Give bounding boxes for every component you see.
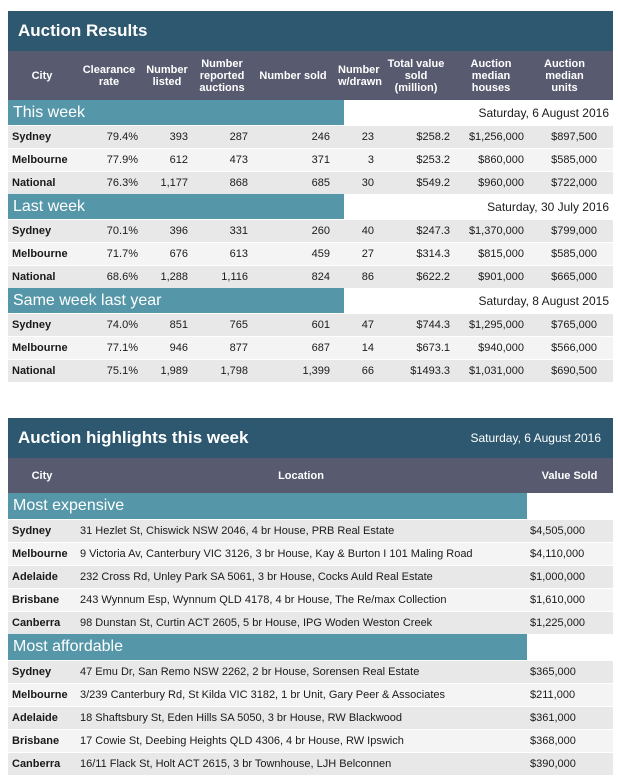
cell-reported-auctions: 473 xyxy=(229,154,248,166)
cell-value-sold: $1,225,000 xyxy=(530,617,586,629)
cell-median-units: $690,500 xyxy=(551,365,597,377)
cell-median-units: $897,500 xyxy=(551,131,597,143)
cell-reported-auctions: 331 xyxy=(229,225,248,237)
cell-location: 18 Shaftsbury St, Eden Hills SA 5050, 3 br House, RW Blackwood xyxy=(80,712,403,724)
table-row xyxy=(8,660,613,683)
cell-median-houses: $1,031,000 xyxy=(468,365,524,377)
table-row xyxy=(8,611,613,634)
cell-median-units: $585,000 xyxy=(551,248,597,260)
cell-number-sold: 371 xyxy=(311,154,330,166)
cell-median-units: $566,000 xyxy=(551,342,597,354)
cell-number-withdrawn: 14 xyxy=(361,342,374,354)
cell-city: Sydney xyxy=(12,225,52,237)
table-row xyxy=(8,706,613,729)
cell-city: Sydney xyxy=(12,319,52,331)
section-date: Saturday, 30 July 2016 xyxy=(344,194,613,219)
cell-location: 47 Emu Dr, San Remo NSW 2262, 2 br House, Sorensen Real Estate xyxy=(80,666,420,678)
cell-location: 232 Cross Rd, Unley Park SA 5061, 3 br House, Cocks Auld Real Estate xyxy=(80,571,433,583)
cell-clearance-rate: 77.1% xyxy=(106,342,138,354)
cell-clearance-rate: 71.7% xyxy=(106,248,138,260)
cell-city: Melbourne xyxy=(12,342,68,354)
cell-total-value: $253.2 xyxy=(416,154,450,166)
table-row xyxy=(8,125,613,148)
table-row xyxy=(8,171,613,194)
cell-location: 3/239 Canterbury Rd, St Kilda VIC 3182, 1 br Unit, Gary Peer & Associates xyxy=(80,689,446,701)
cell-clearance-rate: 68.6% xyxy=(106,271,138,283)
cell-city: National xyxy=(12,365,56,377)
header-city: City xyxy=(31,469,53,482)
cell-value-sold: $368,000 xyxy=(530,735,576,747)
cell-location: 31 Hezlet St, Chiswick NSW 2046, 4 br House, PRB Real Estate xyxy=(80,525,395,537)
header-total-value: Total value sold (million) xyxy=(387,57,445,94)
table-row xyxy=(8,588,613,611)
cell-city: Melbourne xyxy=(12,689,68,701)
cell-median-units: $765,000 xyxy=(551,319,597,331)
cell-number-listed: 1,989 xyxy=(160,365,188,377)
section-label: Most expensive xyxy=(8,493,527,519)
cell-reported-auctions: 765 xyxy=(229,319,248,331)
cell-total-value: $258.2 xyxy=(416,131,450,143)
table-row xyxy=(8,565,613,588)
table-row xyxy=(8,148,613,171)
header-clearance-rate: Clearance rate xyxy=(82,63,136,88)
cell-number-sold: 1,399 xyxy=(302,365,330,377)
highlights-title-bar xyxy=(8,418,613,458)
cell-number-sold: 246 xyxy=(311,131,330,143)
section-label: Same week last year xyxy=(8,288,344,313)
cell-clearance-rate: 77.9% xyxy=(106,154,138,166)
cell-value-sold: $1,000,000 xyxy=(530,571,586,583)
table-row xyxy=(8,359,613,382)
auction-results-title-bar xyxy=(8,11,613,51)
cell-value-sold: $390,000 xyxy=(530,758,576,770)
cell-location: 243 Wynnum Esp, Wynnum QLD 4178, 4 br House, The Re/max Collection xyxy=(80,594,447,606)
table-row xyxy=(8,683,613,706)
cell-city: Canberra xyxy=(12,758,61,770)
auction-highlights-table xyxy=(8,418,613,775)
results-header-row xyxy=(8,51,613,100)
cell-median-houses: $860,000 xyxy=(478,154,524,166)
auction-results-table xyxy=(8,11,613,382)
cell-city: National xyxy=(12,177,56,189)
cell-city: Adelaide xyxy=(12,712,58,724)
cell-reported-auctions: 1,798 xyxy=(220,365,248,377)
cell-median-houses: $815,000 xyxy=(478,248,524,260)
cell-number-sold: 687 xyxy=(311,342,330,354)
section-date: Saturday, 6 August 2016 xyxy=(344,100,613,125)
table-row xyxy=(8,729,613,752)
cell-median-units: $665,000 xyxy=(551,271,597,283)
cell-reported-auctions: 1,116 xyxy=(221,271,248,283)
section-label: Most affordable xyxy=(8,634,527,660)
cell-city: Melbourne xyxy=(12,154,68,166)
header-number-listed: Number listed xyxy=(146,63,188,88)
cell-city: Brisbane xyxy=(12,594,60,606)
section-header xyxy=(8,493,613,519)
cell-location: 9 Victoria Av, Canterbury VIC 3126, 3 br House, Kay & Burton I 101 Maling Road xyxy=(80,548,473,560)
table-row xyxy=(8,542,613,565)
cell-location: 16/11 Flack St, Holt ACT 2615, 3 br Townhouse, LJH Belconnen xyxy=(80,758,392,770)
cell-number-listed: 393 xyxy=(169,131,188,143)
cell-number-withdrawn: 40 xyxy=(361,225,374,237)
section-header xyxy=(8,288,613,313)
cell-total-value: $744.3 xyxy=(416,319,450,331)
cell-median-units: $722,000 xyxy=(551,177,597,189)
highlights-title: Auction highlights this week xyxy=(18,428,249,447)
cell-number-withdrawn: 47 xyxy=(361,319,374,331)
cell-location: 17 Cowie St, Deebing Heights QLD 4306, 4 br House, RW Ipswich xyxy=(80,735,404,747)
table-row xyxy=(8,336,613,359)
cell-number-sold: 601 xyxy=(311,319,330,331)
cell-number-listed: 396 xyxy=(169,225,188,237)
cell-number-listed: 851 xyxy=(169,319,188,331)
cell-number-listed: 612 xyxy=(169,154,188,166)
cell-number-withdrawn: 27 xyxy=(361,248,374,260)
section-label: Last week xyxy=(8,194,344,219)
cell-median-houses: $1,295,000 xyxy=(468,319,524,331)
table-row xyxy=(8,242,613,265)
cell-reported-auctions: 287 xyxy=(229,131,248,143)
cell-clearance-rate: 76.3% xyxy=(106,177,138,189)
cell-number-withdrawn: 86 xyxy=(361,271,374,283)
cell-city: Canberra xyxy=(12,617,61,629)
cell-number-withdrawn: 23 xyxy=(361,131,374,143)
header-number-withdrawn: Number w/drawn xyxy=(338,63,383,88)
cell-clearance-rate: 79.4% xyxy=(106,131,138,143)
cell-number-withdrawn: 3 xyxy=(367,154,374,166)
cell-reported-auctions: 868 xyxy=(229,177,248,189)
section-date: Saturday, 8 August 2015 xyxy=(344,288,613,313)
cell-value-sold: $4,505,000 xyxy=(530,525,586,537)
header-median-units: Auction median units xyxy=(544,57,585,94)
cell-total-value: $673.1 xyxy=(416,342,450,354)
highlights-date: Saturday, 6 August 2016 xyxy=(470,431,601,445)
cell-number-withdrawn: 66 xyxy=(361,365,374,377)
cell-clearance-rate: 75.1% xyxy=(106,365,138,377)
cell-number-sold: 459 xyxy=(311,248,330,260)
cell-reported-auctions: 613 xyxy=(229,248,248,260)
cell-clearance-rate: 70.1% xyxy=(106,225,138,237)
cell-number-sold: 260 xyxy=(311,225,330,237)
section-header xyxy=(8,100,613,125)
cell-value-sold: $211,000 xyxy=(530,689,576,701)
cell-median-houses: $901,000 xyxy=(478,271,524,283)
cell-value-sold: $365,000 xyxy=(530,666,576,678)
highlights-header-row xyxy=(8,458,613,493)
cell-number-sold: 824 xyxy=(311,271,330,283)
header-city: City xyxy=(31,69,53,82)
cell-total-value: $622.2 xyxy=(416,271,450,283)
header-location: Location xyxy=(278,469,324,482)
cell-city: Sydney xyxy=(12,131,52,143)
cell-median-houses: $1,370,000 xyxy=(468,225,524,237)
cell-value-sold: $361,000 xyxy=(530,712,576,724)
table-row xyxy=(8,752,613,775)
table-row xyxy=(8,265,613,288)
table-row xyxy=(8,219,613,242)
cell-number-listed: 676 xyxy=(169,248,188,260)
cell-value-sold: $1,610,000 xyxy=(530,594,586,606)
auction-results-title: Auction Results xyxy=(18,21,148,40)
table-row xyxy=(8,313,613,336)
highlights-body xyxy=(8,493,613,775)
cell-number-listed: 946 xyxy=(169,342,188,354)
cell-city: Brisbane xyxy=(12,735,60,747)
header-number-sold: Number sold xyxy=(259,69,327,82)
cell-city: Melbourne xyxy=(12,248,68,260)
cell-reported-auctions: 877 xyxy=(229,342,248,354)
cell-city: Adelaide xyxy=(12,571,58,583)
cell-total-value: $247.3 xyxy=(416,225,450,237)
results-body xyxy=(8,100,613,382)
cell-number-listed: 1,288 xyxy=(160,271,188,283)
cell-median-units: $799,000 xyxy=(551,225,597,237)
cell-city: National xyxy=(12,271,56,283)
cell-median-houses: $1,256,000 xyxy=(468,131,524,143)
cell-total-value: $549.2 xyxy=(416,177,450,189)
section-header xyxy=(8,194,613,219)
cell-number-withdrawn: 30 xyxy=(361,177,374,189)
header-median-houses: Auction median houses xyxy=(470,57,512,94)
cell-value-sold: $4,110,000 xyxy=(530,548,585,560)
cell-city: Sydney xyxy=(12,666,52,678)
cell-number-sold: 685 xyxy=(311,177,330,189)
cell-location: 98 Dunstan St, Curtin ACT 2605, 5 br House, IPG Woden Weston Creek xyxy=(80,617,433,629)
cell-clearance-rate: 74.0% xyxy=(106,319,138,331)
cell-total-value: $1493.3 xyxy=(410,365,450,377)
header-value-sold: Value Sold xyxy=(541,469,598,482)
cell-median-units: $585,000 xyxy=(551,154,597,166)
cell-total-value: $314.3 xyxy=(416,248,450,260)
header-reported-auctions: Number reported auctions xyxy=(199,57,245,94)
cell-median-houses: $940,000 xyxy=(478,342,524,354)
table-row xyxy=(8,519,613,542)
section-header xyxy=(8,634,613,660)
cell-number-listed: 1,177 xyxy=(160,177,188,189)
cell-city: Sydney xyxy=(12,525,52,537)
cell-city: Melbourne xyxy=(12,548,68,560)
section-label: This week xyxy=(8,100,344,125)
cell-median-houses: $960,000 xyxy=(478,177,524,189)
